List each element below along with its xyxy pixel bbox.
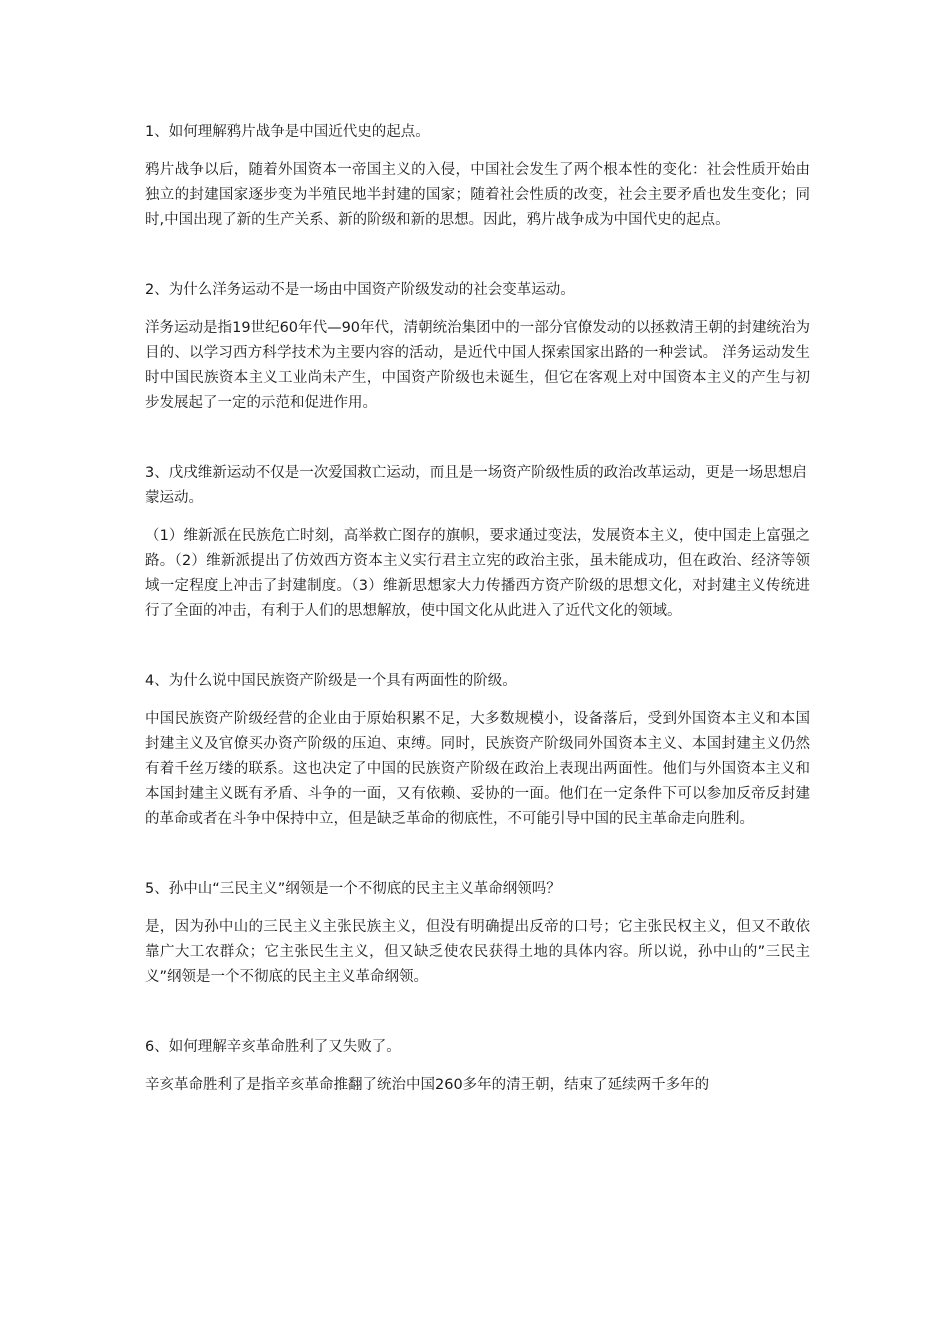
answer-paragraph: 洋务运动是指19世纪60年代—90年代，清朝统治集团中的一部分官僚发动的以拯救清王朝的封建统治为目的、以学习西方科学技术为主要内容的活动，是近代中国人探索国家出路的一种尝试。 洋务运动发生时中国民族资本主义工业尚未产生，中国资产阶级也未诞生，但它在客观上对中国资本主义的产生与初步发展起了一定的示范和促进作用。 [145,320,810,411]
qa-section-3 [145,461,810,624]
question-heading: 5、孙中山“三民主义”纲领是一个不彻底的民主主义革命纲领吗？ [145,881,561,897]
qa-section-4 [145,669,810,832]
answer-paragraph: 是，因为孙中山的三民主义主张民族主义，但没有明确提出反帝的口号；它主张民权主义，但又不敢依靠广大工农群众；它主张民生主义，但又缺乏使农民获得土地的具体内容。所以说，孙中山的”三民主义”纲领是一个不彻底的民主主义革命纲领。 [145,919,810,985]
question-heading: 6、如何理解辛亥革命胜利了又失败了。 [145,1039,401,1055]
qa-section-5 [145,877,810,990]
qa-section-6 [145,1035,810,1098]
answer-paragraph: 中国民族资产阶级经营的企业由于原始积累不足，大多数规模小，设备落后，受到外国资本主义和本国封建主义及官僚买办资产阶级的压迫、束缚。同时，民族资产阶级同外国资本主义、本国封建主义仍然有着千丝万缕的联系。这也决定了中国的民族资产阶级在政治上表现出两面性。他们与外国资本主义和本国封建主义既有矛盾、斗争的一面，又有依赖、妥协的一面。他们在一定条件下可以参加反帝反封建的革命或者在斗争中保持中立，但是缺乏革命的彻底性，不可能引导中国的民主革命走向胜利。 [145,711,810,827]
answer-paragraph: 鸦片战争以后，随着外国资本一帝国主义的入侵，中国社会发生了两个根本性的变化：社会性质开始由独立的封建国家逐步变为半殖民地半封建的国家；随着社会性质的改变，社会主要矛盾也发生变化；同时,中国出现了新的生产关系、新的阶级和新的思想。因此，鸦片战争成为中国代史的起点。 [145,162,810,228]
answer-paragraph: 辛亥革命胜利了是指辛亥革命推翻了统治中国260多年的清王朝，结束了延续两千多年的 [145,1077,710,1093]
question-heading: 2、为什么洋务运动不是一场由中国资产阶级发动的社会变革运动。 [145,282,575,298]
question-heading: 4、为什么说中国民族资产阶级是一个具有两面性的阶级。 [145,673,517,689]
question-heading: 3、戊戌维新运动不仅是一次爱国救亡运动，而且是一场资产阶级性质的政治改革运动，更是一场思想启蒙运动。 [145,465,807,506]
document-content [145,120,810,1143]
answer-paragraph: （1）维新派在民族危亡时刻，高举救亡图存的旗帜，要求通过变法，发展资本主义，使中国走上富强之路。（2）维新派提出了仿效西方资本主义实行君主立宪的政治主张，虽未能成功，但在政治、经济等领域一定程度上冲击了封建制度。（3）维新思想家大力传播西方资产阶级的思想文化，对封建主义传统进行了全面的冲击，有利于人们的思想解放，使中国文化从此进入了近代文化的领域。 [145,528,810,619]
qa-section-2 [145,278,810,416]
question-heading: 1、如何理解鸦片战争是中国近代史的起点。 [145,124,430,140]
qa-section-1 [145,120,810,233]
